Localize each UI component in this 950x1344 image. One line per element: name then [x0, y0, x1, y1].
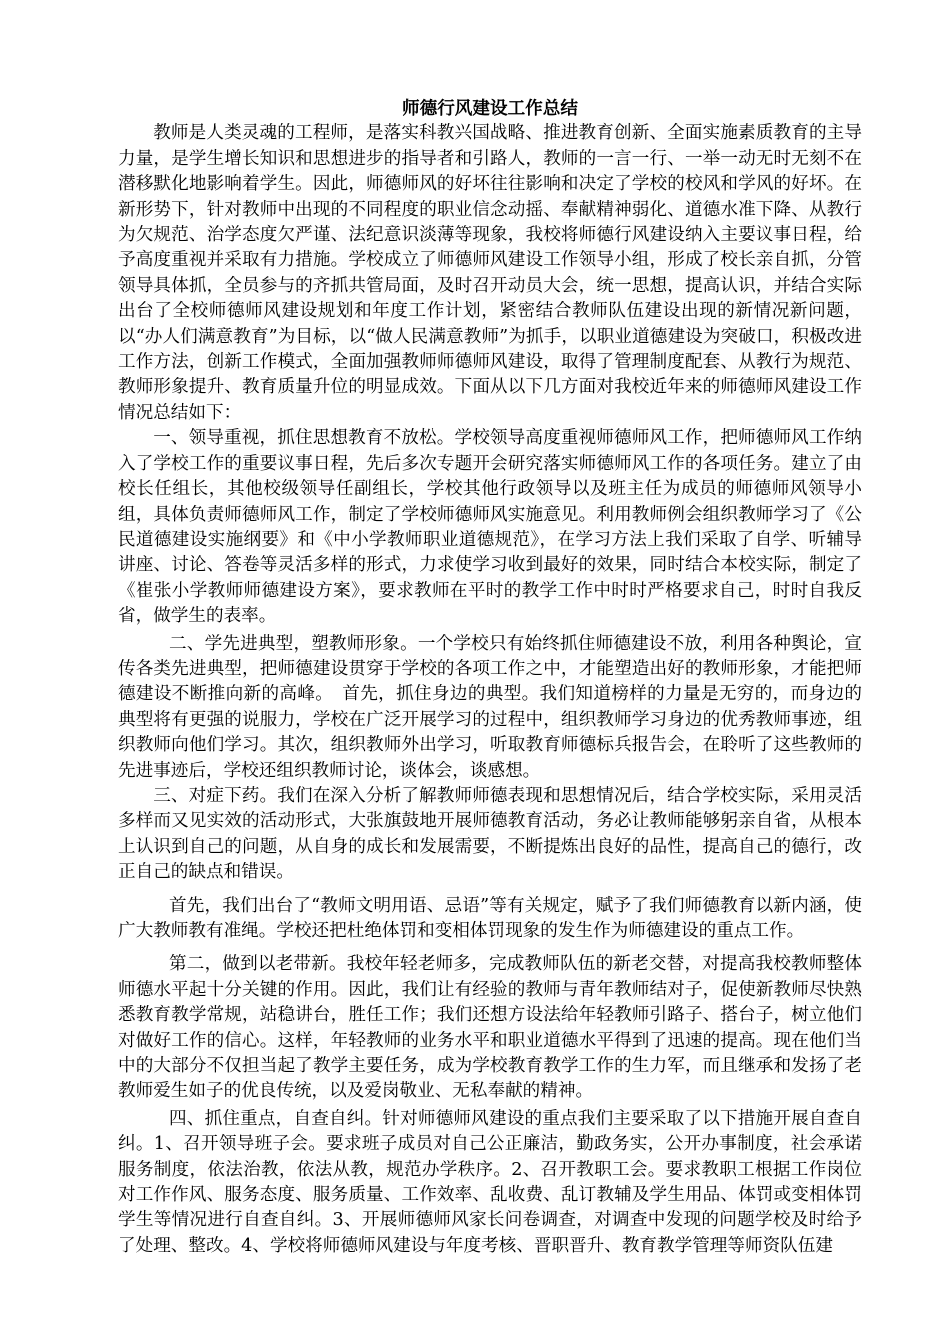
- paragraph-first-measure: 首先，我们出台了“教师文明用语、忌语”等有关规定，赋予了我们师德教育以新内涵，使广大教师教有准绳。学校还把杜绝体罚和变相体罚现象的发生作为师德建设的重点工作。: [118, 895, 862, 941]
- paragraph-intro: 教师是人类灵魂的工程师，是落实科教兴国战略、推进教育创新、全面实施素质教育的主导力量，是学生增长知识和思想进步的指导者和引路人，教师的一言一行、一举一动无时无刻不在潜移默化地影响着学生。因此，师德师风的好坏往往影响和决定了学校的校风和学风的好坏。在新形势下，针对教师中出现的不同程度的职业信念动摇、奉献精神弱化、道德水准下降、从教行为欠规范、治学态度欠严谨、法纪意识淡薄等现象，我校将师德行风建设纳入主要议事日程，给予高度重视并采取有力措施。学校成立了师德师风建设工作领导小组，形成了校长亲自抓，分管领导具体抓，全员参与的齐抓共管局面，及时召开动员大会，统一思想，提高认识，并结合实际出台了全校师德师风建设规划和年度工作计划，紧密结合教师队伍建设出现的新情况新问题，以“办人们满意教育”为目标，以“做人民满意教师”为抓手，以职业道德建设为突破口，积极改进工作方法，创新工作模式，全面加强教师师德师风建设，取得了管理制度配套、从教行为规范、教师形象提升、教育质量升位的明显成效。下面从以下几方面对我校近年来的师德师风建设工作情况总结如下：: [118, 123, 862, 423]
- paragraph-section-3: 三、对症下药。我们在深入分析了解教师师德表现和思想情况后，结合学校实际，采用灵活多样而又见实效的活动形式，大张旗鼓地开展师德教育活动，务必让教师能够躬亲自省，从根本上认识到自己的问题，从自身的成长和发展需要，不断提炼出良好的品性，提高自己的德行，改正自己的缺点和错误。: [118, 785, 862, 883]
- paragraph-section-2: 二、学先进典型，塑教师形象。一个学校只有始终抓住师德建设不放，利用各种舆论，宣传各类先进典型，把师德建设贯穿于学校的各项工作之中，才能塑造出好的教师形象，才能把师德建设不断推向新的高峰。 首先，抓住身边的典型。我们知道榜样的力量是无穷的，而身边的典型将有更强的说服力，学校在广泛开展学习的过程中，组织教师学习身边的优秀教师事迹，组织教师向他们学习。其次，组织教师外出学习，听取教育师德标兵报告会，在聆听了这些教师的先进事迹后，学校还组织教师讨论，谈体会，谈感想。: [118, 633, 862, 781]
- document-page: [118, 96, 862, 1259]
- paragraph-second-measure: 第二，做到以老带新。我校年轻老师多，完成教师队伍的新老交替，对提高我校教师整体师德水平起十分关键的作用。因此，我们让有经验的教师与青年教师结对子，促使新教师尽快熟悉教育教学常规，站稳讲台，胜任工作；我们还想方设法给年轻教师引路子、搭台子，树立他们对做好工作的信心。这样，年轻教师的业务水平和职业道德水平得到了迅速的提高。现在他们当中的大部分不仅担当起了教学主要任务，成为学校教育教学工作的生力军，而且继承和发扬了老教师爱生如子的优良传统，以及爱岗敬业、无私奉献的精神。: [118, 954, 862, 1102]
- paragraph-section-1: 一、领导重视，抓住思想教育不放松。学校领导高度重视师德师风工作，把师德师风工作纳入了学校工作的重要议事日程，先后多次专题开会研究落实师德师风工作的各项任务。建立了由校长任组长，其他校级领导任副组长，学校其他行政领导以及班主任为成员的师德师风领导小组，具体负责师德师风工作，制定了学校师德师风实施意见。利用教师例会组织教师学习了《公民道德建设实施纲要》和《中小学教师职业道德规范》，在学习方法上我们采取了自学、听辅导讲座、讨论、答卷等灵活多样的形式，力求使学习收到最好的效果，同时结合本校实际，制定了《崔张小学教师师德建设方案》，要求教师在平时的教学工作中时时严格要求自己，时时自我反省，做学生的表率。: [118, 428, 862, 627]
- document-title: 师德行风建设工作总结: [402, 98, 578, 119]
- paragraph-section-4: 四、抓住重点，自查自纠。针对师德师风建设的重点我们主要采取了以下措施开展自查自纠。1、召开领导班子会。要求班子成员对自己公正廉洁，勤政务实，公开办事制度，社会承诺服务制度，依法治教，依法从教，规范办学秩序。2、召开教职工会。要求教职工根据工作岗位对工作作风、服务态度、服务质量、工作效率、乱收费、乱订教辅及学生用品、体罚或变相体罚学生等情况进行自查自纠。3、开展师德师风家长问卷调查，对调查中发现的问题学校及时给予了处理、整改。4、学校将师德师风建设与年度考核、晋职晋升、教育教学管理等师资队伍建: [118, 1108, 862, 1256]
